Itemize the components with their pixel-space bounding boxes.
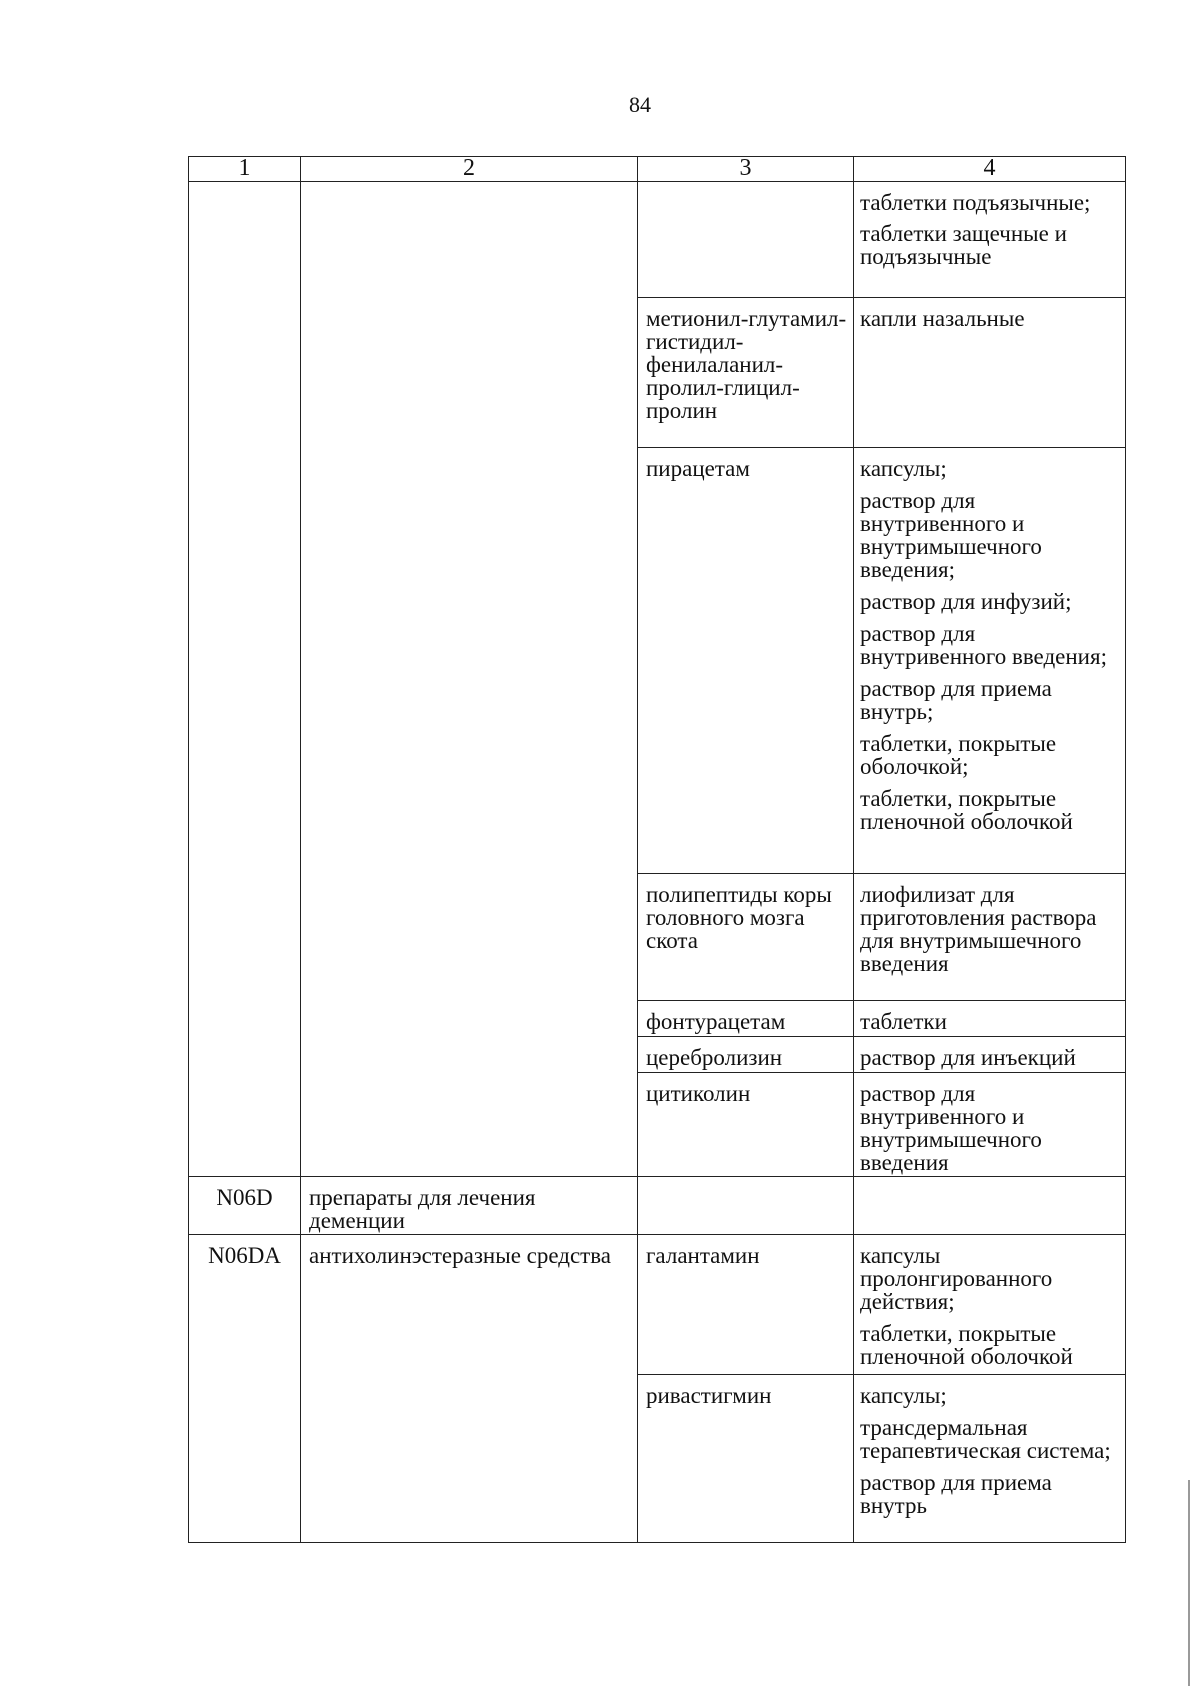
substance-cell xyxy=(638,1001,854,1037)
group-name: препараты для лечения деменции xyxy=(309,1185,536,1233)
form-item: таблетки xyxy=(860,1009,947,1034)
forms-cell xyxy=(854,1073,1126,1177)
substance-cell xyxy=(638,1235,854,1375)
form-item: раствор для приема внутрь; xyxy=(860,676,1052,724)
page-number: 84 xyxy=(629,92,651,117)
substance-cell xyxy=(638,1037,854,1073)
table-row xyxy=(189,182,1126,298)
substance-cell-empty xyxy=(638,1177,854,1235)
header-row xyxy=(189,157,1126,182)
group-name-cell-empty xyxy=(301,182,638,1177)
code-cell xyxy=(189,1177,301,1235)
form-item: таблетки, покрытые пленочной оболочкой xyxy=(860,786,1073,834)
form-item: капсулы; xyxy=(860,1383,947,1408)
substance-cell xyxy=(638,1375,854,1543)
atc-code: N06DA xyxy=(208,1243,281,1268)
drug-table xyxy=(188,156,1126,1543)
table-row xyxy=(189,1177,1126,1235)
substance-name: пирацетам xyxy=(646,456,750,481)
header-col-4: 4 xyxy=(854,157,1126,182)
header-col-1: 1 xyxy=(189,157,301,182)
group-name-cell xyxy=(301,1235,638,1543)
form-item: раствор для внутривенного и внутримышечного введения xyxy=(860,1081,1042,1175)
substance-name: метионил-глутамил-гистидил-фенилаланил-пролил-глицил-пролин xyxy=(646,306,847,423)
form-item: капсулы пролонгированного действия; xyxy=(860,1243,1053,1314)
substance-name: галантамин xyxy=(646,1243,760,1268)
substance-cell xyxy=(638,874,854,1001)
form-item: раствор для внутривенного введения; xyxy=(860,621,1107,669)
form-item: таблетки, покрытые пленочной оболочкой xyxy=(860,1321,1073,1369)
form-item: раствор для инъекций xyxy=(860,1045,1076,1070)
substance-cell-empty xyxy=(638,182,854,298)
form-item: таблетки защечные и подъязычные xyxy=(860,221,1067,269)
form-item: трансдермальная терапевтическая система; xyxy=(860,1415,1111,1463)
forms-cell xyxy=(854,298,1126,448)
form-item: капли назальные xyxy=(860,306,1025,331)
header-col-2: 2 xyxy=(301,157,638,182)
substance-name: цитиколин xyxy=(646,1081,751,1106)
table-row xyxy=(189,1235,1126,1375)
substance-name: полипептиды коры головного мозга скота xyxy=(646,882,832,953)
code-cell-empty xyxy=(189,182,301,1177)
header-col-3: 3 xyxy=(638,157,854,182)
forms-cell xyxy=(854,1037,1126,1073)
forms-cell xyxy=(854,448,1126,874)
substance-cell xyxy=(638,448,854,874)
code-cell xyxy=(189,1235,301,1543)
group-name: антихолинэстеразные средства xyxy=(309,1243,611,1268)
form-item: таблетки, покрытые оболочкой; xyxy=(860,731,1057,779)
form-item: лиофилизат для приготовления раствора для внутримышечного введения xyxy=(860,882,1097,976)
form-item: раствор для приема внутрь xyxy=(860,1470,1052,1518)
scan-edge-line xyxy=(1188,1480,1190,1686)
form-item: раствор для инфузий; xyxy=(860,589,1072,614)
form-item: таблетки подъязычные; xyxy=(860,190,1091,215)
atc-code: N06D xyxy=(216,1185,273,1210)
substance-name: церебролизин xyxy=(646,1045,783,1070)
substance-name: фонтурацетам xyxy=(646,1009,786,1034)
substance-cell xyxy=(638,1073,854,1177)
forms-cell xyxy=(854,1375,1126,1543)
forms-cell xyxy=(854,1001,1126,1037)
group-name-cell xyxy=(301,1177,638,1235)
forms-cell xyxy=(854,182,1126,298)
substance-cell xyxy=(638,298,854,448)
form-item: раствор для внутривенного и внутримышечного введения; xyxy=(860,488,1042,582)
form-item: капсулы; xyxy=(860,456,947,481)
forms-cell xyxy=(854,1235,1126,1375)
forms-cell-empty xyxy=(854,1177,1126,1235)
substance-name: ривастигмин xyxy=(646,1383,772,1408)
forms-cell xyxy=(854,874,1126,1001)
